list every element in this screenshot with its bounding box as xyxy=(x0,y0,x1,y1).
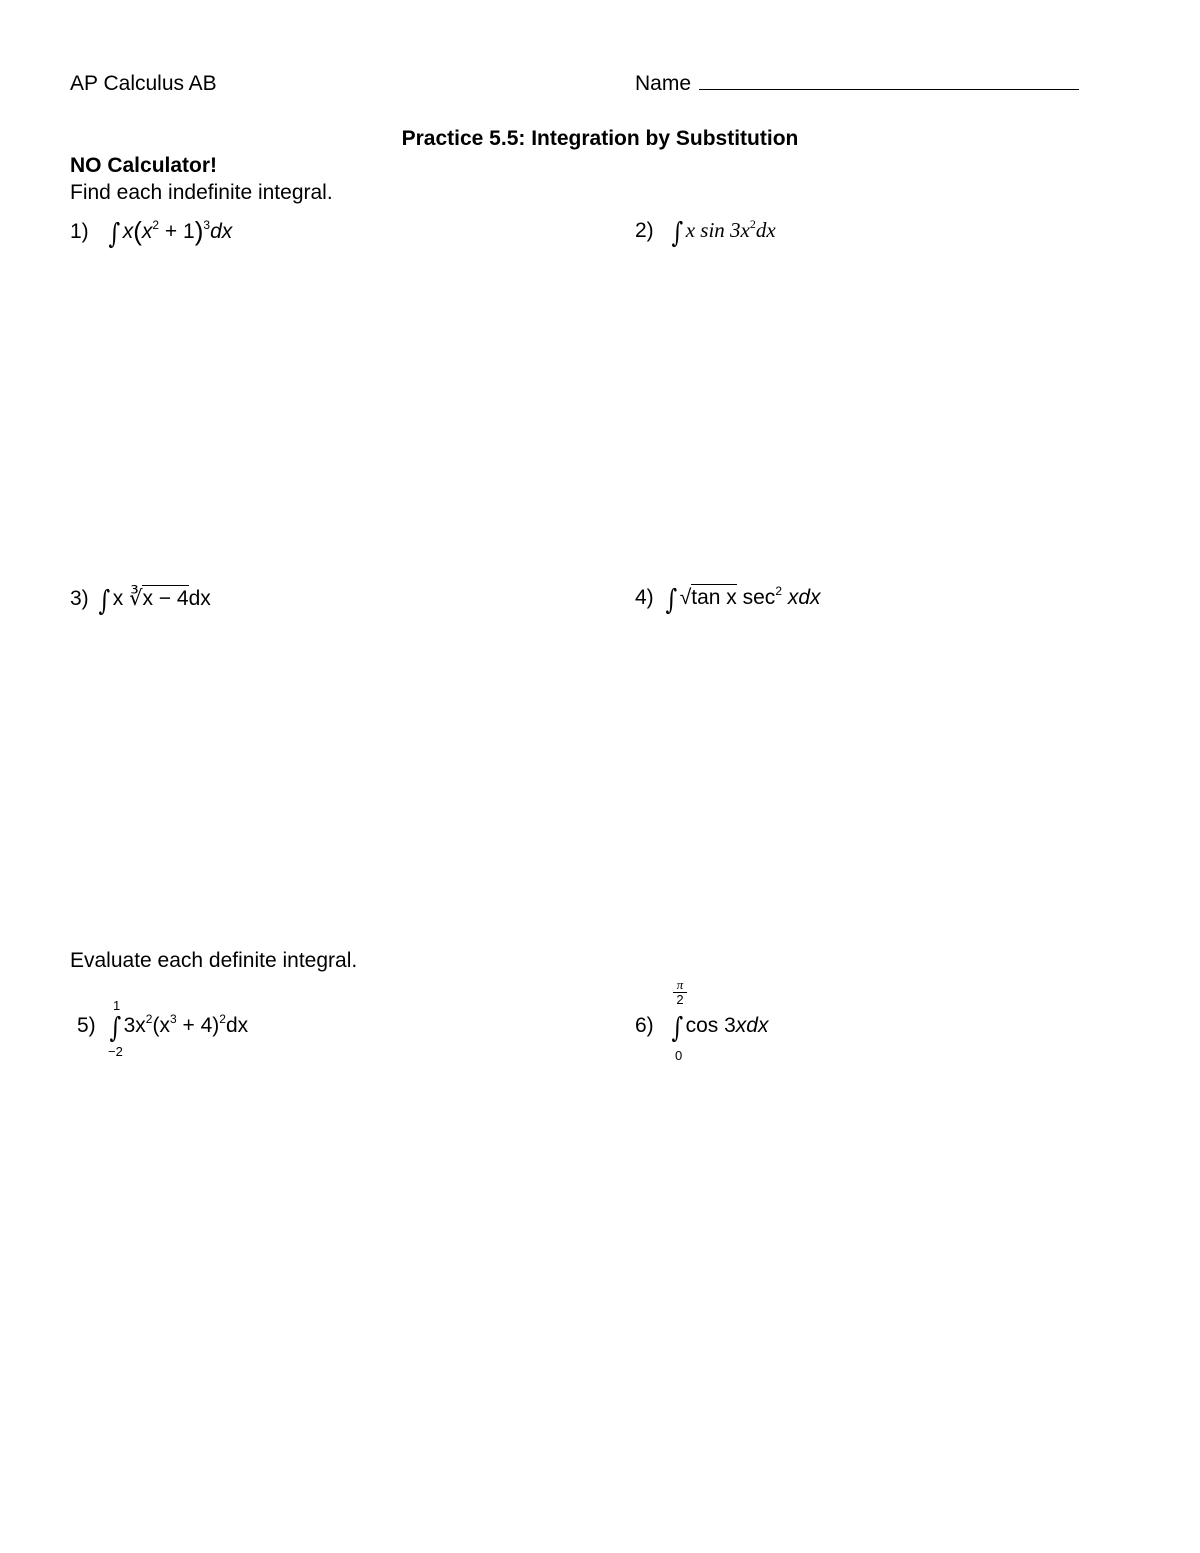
problem-number: 4) xyxy=(635,586,654,609)
no-calculator-note: NO Calculator! xyxy=(70,154,218,177)
integral-sign: ∫ xyxy=(671,1011,684,1044)
problem-4-expression: ∫ √tan x $\sec^2$ xdx xyxy=(665,583,821,616)
problem-number: 2) xyxy=(635,219,654,242)
problem-number: 6) xyxy=(635,1014,654,1037)
problem-number: 1) xyxy=(70,220,89,243)
problem-1-expression: ∫ $x(x^2 + 1)^3dx$ xyxy=(108,216,233,250)
problem-3 xyxy=(70,586,211,615)
name-label: Name xyxy=(635,72,692,95)
problem-2 xyxy=(635,218,776,247)
problem-6-expression: ∫ cos 3xdx xyxy=(671,1011,769,1044)
problem-6 xyxy=(635,1014,654,1038)
problem-1 xyxy=(70,218,232,248)
integral-sign: ∫ xyxy=(108,217,121,250)
square-root-symbol: √ xyxy=(679,586,692,609)
upper-limit: π 2 xyxy=(673,978,687,1006)
integral-sign: ∫ xyxy=(109,1011,122,1044)
name-blank[interactable] xyxy=(699,73,1079,90)
integral-sign: ∫ xyxy=(98,584,111,617)
problem-number: 3) xyxy=(70,587,89,610)
problem-4 xyxy=(635,583,821,616)
integral-sign: ∫ xyxy=(665,583,678,616)
problem-number: 5) xyxy=(77,1014,96,1037)
problem-5 xyxy=(77,1014,96,1038)
definite-instructions: Evaluate each definite integral. xyxy=(70,949,358,972)
lower-limit: −2 xyxy=(108,1044,123,1059)
worksheet-title: Practice 5.5: Integration by Substitution xyxy=(401,127,799,150)
integral-sign: ∫ xyxy=(671,216,684,249)
lower-limit: 0 xyxy=(675,1048,683,1063)
upper-limit: 1 xyxy=(113,998,121,1013)
cube-root-symbol: ∛ xyxy=(129,587,143,610)
name-field[interactable] xyxy=(635,72,1079,96)
problem-5-expression: ∫ $3x^2(x^3 + 4)^2dx$ xyxy=(109,1011,249,1044)
problem-2-expression: ∫ x $\sin 3x^2dx$ xyxy=(671,216,776,249)
problem-3-expression: ∫ x ∛x − 4dx xyxy=(98,584,211,617)
upper-denominator: 2 xyxy=(673,992,687,1006)
indefinite-instructions: Find each indefinite integral. xyxy=(70,181,333,204)
course-title: AP Calculus AB xyxy=(70,72,217,95)
